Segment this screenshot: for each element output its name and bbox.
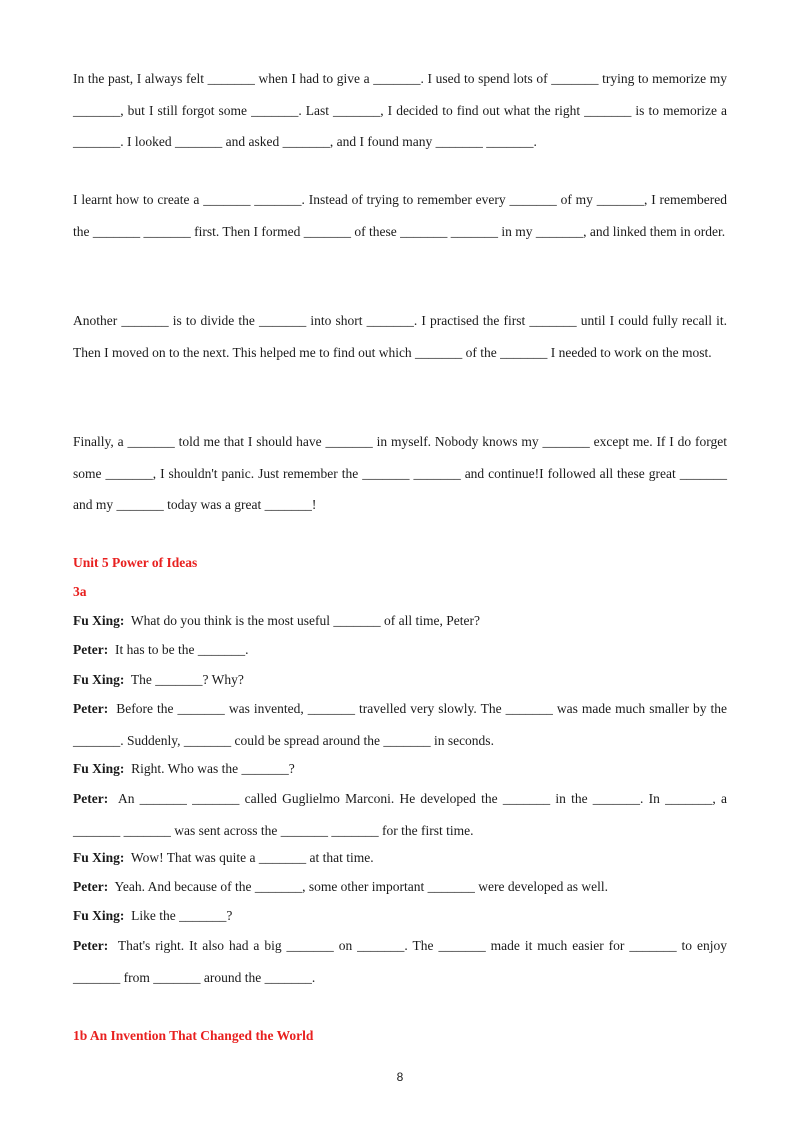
dialogue-text: It has to be the _______.	[114, 642, 249, 657]
dialogue-text: Before the _______ was invented, _______ travelled very slowly. The _______ was made much smaller by the _______. Suddenly, _______ could be spread around the _______ in seconds.	[73, 701, 727, 748]
dialogue-text: The _______? Why?	[130, 672, 244, 687]
speaker-label: Peter:	[73, 642, 109, 657]
dialogue-text: Yeah. And because of the _______, some other important _______ were developed as well.	[114, 879, 608, 894]
dialogue-text: Like the _______?	[131, 908, 233, 923]
paragraph-1: In the past, I always felt _______ when I had to give a _______. I used to spend lots of _______ trying to memorize my _______, but I still forgot some _______. Last _______, I decided to find out what the right _______ is to memorize a _______. I looked _______ and asked _______, and I found many _______ _______.	[73, 71, 727, 149]
dialogue-text: That's right. It also had a big _______ on _______. The _______ made it much easier for _______ to enjoy _______ from _______ around the _______.	[73, 938, 727, 985]
dialogue-line	[73, 753, 727, 785]
dialogue-line	[73, 605, 727, 637]
section-1b-heading: 1b An Invention That Changed the World	[73, 1028, 314, 1043]
dialogue-line	[73, 842, 727, 874]
unit-heading: Unit 5 Power of Ideas	[73, 555, 198, 570]
speaker-label: Fu Xing:	[73, 613, 125, 628]
dialogue-text: Wow! That was quite a _______ at that time.	[130, 850, 374, 865]
dialogue-line	[73, 871, 727, 903]
speaker-label: Peter:	[73, 791, 109, 806]
speaker-label: Fu Xing:	[73, 908, 125, 923]
paragraph-2: I learnt how to create a _______ _______. Instead of trying to remember every _______ of my _______, I remembered the _______ _______ first. Then I formed _______ of these _______ _______ in my _______, and linked them in order.	[73, 192, 727, 239]
speaker-label: Fu Xing:	[73, 672, 125, 687]
paragraph-4: Finally, a _______ told me that I should have _______ in myself. Nobody knows my _______ except me. If I do forget some _______, I shouldn't panic. Just remember the _______ _______ and continue!I followed all these great _______ and my _______ today was a great _______!	[73, 434, 727, 512]
dialogue-text: Right. Who was the _______?	[131, 761, 295, 776]
speaker-label: Fu Xing:	[73, 850, 125, 865]
page-number: 8	[396, 1070, 404, 1084]
dialogue-line	[73, 664, 727, 696]
speaker-label: Fu Xing:	[73, 761, 125, 776]
speaker-label: Peter:	[73, 879, 109, 894]
dialogue-line	[73, 634, 727, 666]
dialogue-line	[73, 900, 727, 932]
speaker-label: Peter:	[73, 701, 109, 716]
dialogue-line	[73, 930, 727, 993]
dialogue-line	[73, 693, 727, 756]
paragraph-3: Another _______ is to divide the _______ into short _______. I practised the first _______ until I could fully recall it. Then I moved on to the next. This helped me to find out which _______ of the _______ I needed to work on the most.	[73, 313, 727, 360]
dialogue-line	[73, 783, 727, 846]
dialogue-text: An _______ _______ called Guglielmo Marconi. He developed the _______ in the _______. In _______, a _______ _______ was sent across the _______ _______ for the first time.	[73, 791, 727, 838]
section-3a-heading: 3a	[73, 584, 87, 599]
dialogue-text: What do you think is the most useful _______ of all time, Peter?	[130, 613, 480, 628]
speaker-label: Peter:	[73, 938, 109, 953]
